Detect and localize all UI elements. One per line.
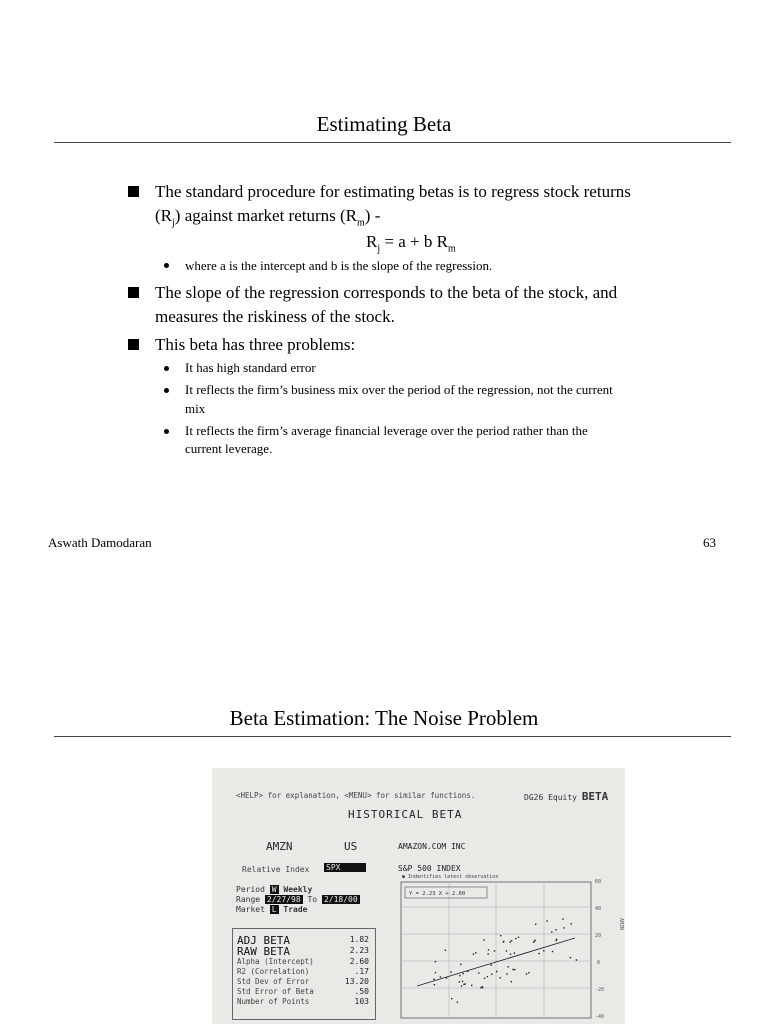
scatter-point: [555, 929, 556, 930]
scatter-point: [482, 986, 483, 987]
raw-beta-value: 2.23: [349, 946, 369, 955]
scatter-point: [433, 979, 434, 980]
square-bullet-icon: [128, 186, 139, 197]
function-code: DG26 Equity BETA: [524, 790, 609, 803]
scatter-point: [571, 923, 572, 924]
scatter-point: [514, 952, 515, 953]
scatter-point: [511, 981, 512, 982]
dot-bullet-icon: [164, 429, 169, 434]
r2-label: R2 (Correlation): [237, 967, 310, 976]
title-divider: [54, 736, 731, 737]
dot-bullet-icon: [164, 366, 169, 371]
scatter-point: [514, 969, 515, 970]
scatter-point: [508, 966, 509, 967]
index-name: S&P 500 INDEX: [398, 864, 461, 873]
raw-beta-label: RAW BETA: [237, 945, 290, 958]
y-tick: 40: [595, 906, 602, 912]
scatter-point: [494, 950, 495, 951]
y-tick: 60: [595, 879, 602, 885]
std-dev-error-label: Std Dev of Error: [237, 977, 310, 986]
scatter-point: [487, 953, 488, 954]
adj-beta-label: ADJ BETA: [237, 934, 290, 947]
scatter-point: [570, 957, 571, 958]
problem-3-line-2: current leverage.: [185, 441, 273, 456]
scatter-point: [512, 969, 513, 970]
scatter-point: [538, 953, 539, 954]
scatter-point: [546, 920, 547, 921]
scatter-point: [484, 978, 485, 979]
bullet-1-line-1: The standard procedure for estimating betas is to regress stock returns: [155, 182, 631, 201]
bullet-2-line-1: The slope of the regression corresponds to the beta of the stock, and: [155, 283, 618, 302]
period-row: Period W Weekly: [236, 885, 313, 894]
alpha-value: 2.60: [349, 957, 369, 966]
bullet-3: This beta has three problems:: [155, 335, 356, 354]
scatter-point: [459, 981, 460, 982]
scatter-point: [440, 976, 441, 977]
scatter-point: [459, 975, 460, 976]
regression-equation: $R_j = a + b$ $R_m$: [366, 232, 456, 255]
scatter-point: [491, 964, 492, 965]
scatter-point: [491, 974, 492, 975]
scatter-point: [487, 976, 488, 977]
scatter-point: [535, 924, 536, 925]
scatter-point: [462, 981, 463, 982]
scatter-point: [562, 918, 563, 919]
scatter-point: [576, 959, 577, 960]
scatter-point: [506, 950, 507, 951]
std-error-beta-value: .50: [354, 987, 369, 996]
problem-2-line-2: mix: [185, 401, 206, 416]
scatter-point: [534, 940, 535, 941]
screen-heading: HISTORICAL BETA: [348, 808, 463, 821]
scatter-point: [543, 950, 544, 951]
problem-1: It has high standard error: [185, 360, 316, 375]
y-tick: 20: [595, 933, 602, 939]
country: US: [344, 840, 358, 853]
scatter-point: [500, 977, 501, 978]
scatter-point: [460, 964, 461, 965]
scatter-point: [451, 971, 452, 972]
footer-page-number: 63: [703, 535, 716, 550]
scatter-point: [506, 973, 507, 974]
bloomberg-screenshot: [212, 768, 625, 1024]
scatter-point: [434, 984, 435, 985]
std-dev-error-value: 13.20: [344, 977, 369, 986]
square-bullet-icon: [128, 287, 139, 298]
ticker: AMZN: [266, 840, 293, 853]
help-line: <HELP> for explanation, <MENU> for similar functions.: [236, 791, 476, 800]
adj-beta-value: 1.82: [349, 935, 369, 944]
scatter-point: [526, 973, 527, 974]
scatter-point: [445, 950, 446, 951]
scatter-point: [503, 941, 504, 942]
scatter-point: [435, 972, 436, 973]
scatter-point: [463, 984, 464, 985]
scatter-point: [475, 952, 476, 953]
range-from-field[interactable]: 2/27/98: [266, 895, 301, 904]
y-tick: 0: [597, 960, 601, 966]
square-bullet-icon: [128, 339, 139, 350]
regression-equation-label: Y = 2.23 X + 2.60: [409, 891, 466, 897]
scatter-point: [533, 942, 534, 943]
range-row: Range 2/27/98 To 2/18/00: [236, 895, 358, 904]
dot-bullet-icon: [164, 263, 169, 268]
period-field[interactable]: W: [271, 885, 277, 894]
slide1-title: Estimating Beta: [316, 112, 452, 136]
latest-observation-note: ● Indentifies latest observation: [402, 874, 499, 880]
market-row: Market L Trade: [236, 905, 308, 914]
scatter-point: [515, 938, 516, 939]
std-error-beta-label: Std Error of Beta: [237, 987, 314, 996]
relative-index-field[interactable]: SPX: [324, 863, 366, 872]
scatter-points: [433, 918, 577, 1003]
bullet-1-line-2: $(R_j)$ against market returns $(R_m)$ -: [155, 206, 381, 229]
dot-bullet-icon: [164, 388, 169, 393]
bullet-1-sub: where a is the intercept and b is the slope of the regression.: [185, 258, 493, 273]
scatter-point: [496, 971, 497, 972]
scatter-point: [471, 985, 472, 986]
scatter-point: [457, 1002, 458, 1003]
scatter-point: [500, 935, 501, 936]
scatter-point: [461, 985, 462, 986]
scatter-point: [462, 973, 463, 974]
scatter-point: [511, 940, 512, 941]
y-tick: -40: [595, 1014, 605, 1020]
scatter-point: [556, 940, 557, 941]
scatter-point: [451, 998, 452, 999]
problem-2-line-1: It reflects the firm’s business mix over the period of the regression, not the current: [185, 382, 613, 397]
y-axis-label: AMZN: [618, 918, 624, 931]
number-of-points-label: Number of Points: [237, 997, 310, 1006]
plot-gridlines: [401, 882, 591, 1018]
range-to-field[interactable]: 2/18/00: [323, 895, 358, 904]
beta-stats-box: [232, 928, 376, 1020]
scatter-point: [528, 972, 529, 973]
scatter-point: [551, 931, 552, 932]
company-name: AMAZON.COM INC: [398, 842, 466, 851]
scatter-point: [510, 954, 511, 955]
scatter-point: [488, 949, 489, 950]
problem-3-line-1: It reflects the firm’s average financial leverage over the period rather than the: [185, 423, 588, 438]
y-tick: -20: [595, 987, 605, 993]
relative-index-label: Relative Index: [242, 865, 310, 874]
regression-scatter-plot: [397, 880, 597, 1020]
scatter-point: [510, 941, 511, 942]
scatter-point: [552, 951, 553, 952]
scatter-point: [465, 983, 466, 984]
number-of-points-value: 103: [354, 997, 369, 1006]
bullet-2-line-2: measures the riskiness of the stock.: [155, 307, 395, 326]
slide2-title: Beta Estimation: The Noise Problem: [229, 706, 539, 730]
scatter-point: [435, 961, 436, 962]
alpha-label: Alpha (Intercept): [237, 957, 314, 966]
market-field[interactable]: L: [271, 905, 277, 914]
scatter-point: [480, 987, 481, 988]
scatter-point: [483, 939, 484, 940]
scatter-point: [478, 972, 479, 973]
footer-author: Aswath Damodaran: [48, 535, 152, 550]
scatter-point: [473, 954, 474, 955]
scatter-point: [564, 927, 565, 928]
scatter-point: [518, 937, 519, 938]
r2-value: .17: [354, 967, 369, 976]
title-divider: [54, 142, 731, 143]
